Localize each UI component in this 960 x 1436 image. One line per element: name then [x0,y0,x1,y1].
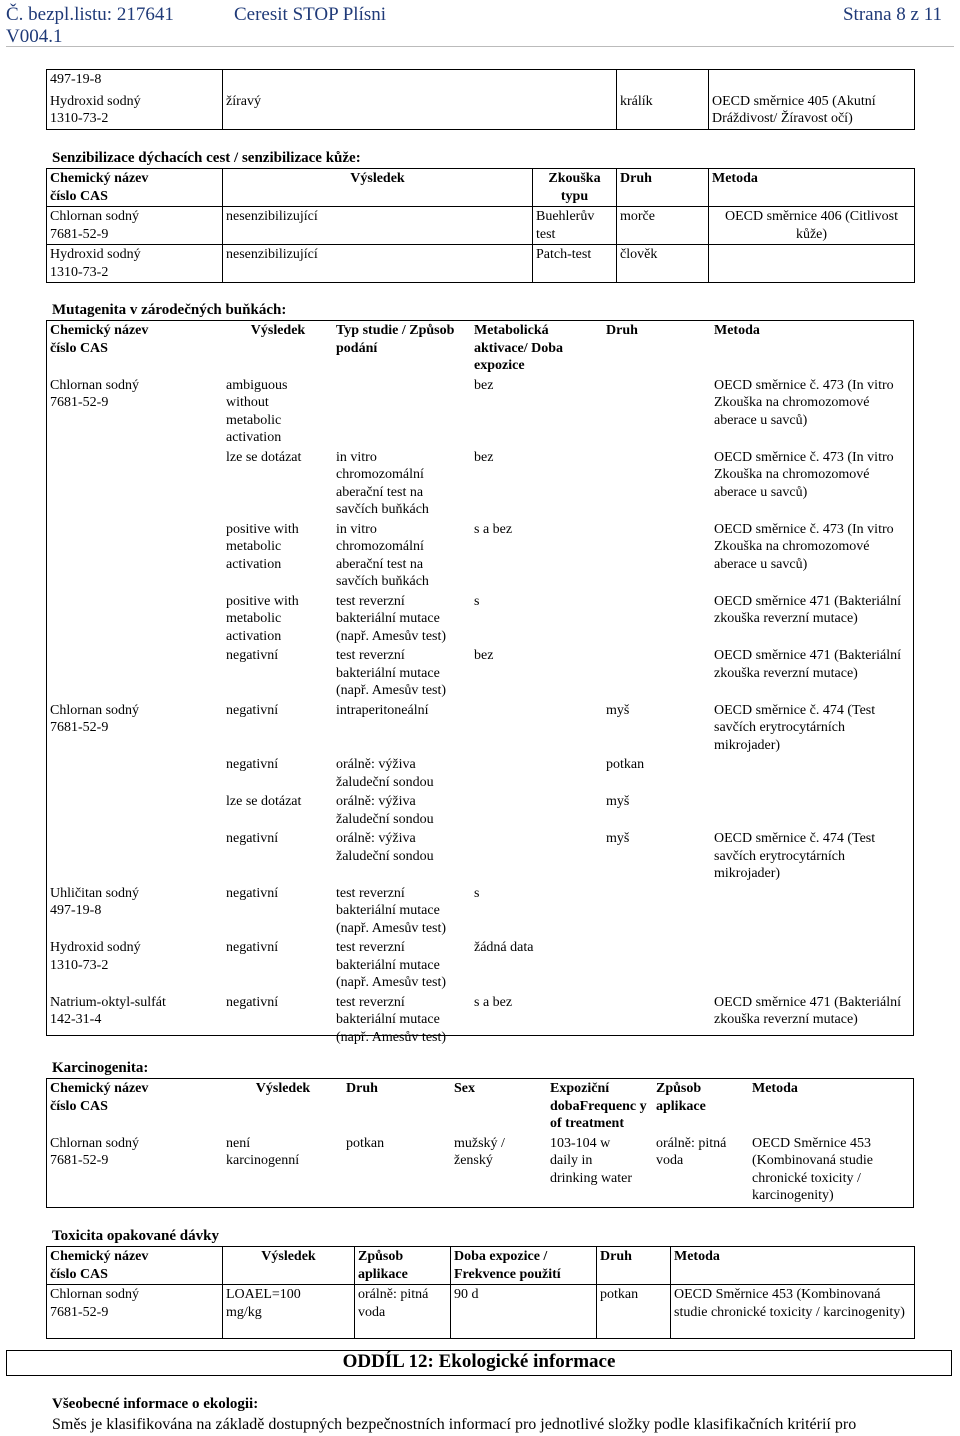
chemical-name-cell: Chlornan sodný 7681-52-9 [50,377,140,410]
method-cell: OECD směrnice 471 (Bakteriální zkouška reverzní mutace) [714,994,902,1027]
header-method: Metoda [752,1081,798,1096]
result-cell: negativní [226,831,279,846]
species-cell [603,592,711,647]
study-cell: in vitro chromozomální aberační test na savčích buňkách [336,449,429,517]
result-cell: lze se dotázat [226,449,302,465]
header-species: Druh [617,169,709,207]
repeated-toxicity-title: Toxicita opakované dávky [52,1228,219,1244]
header-chemical-name: Chemický název číslo CAS [50,323,149,356]
table-row [47,993,913,1048]
header-species: Druh [606,323,638,338]
table-header-row [47,1247,915,1285]
chemical-name-cell: Hydroxid sodný 1310-73-2 [47,92,223,130]
species-cell: potkan [597,1285,671,1339]
species-cell: myš [606,702,630,718]
species-cell: myš [606,831,630,846]
repeated-toxicity-table [46,1246,915,1339]
species-cell: člověk [617,245,709,283]
chemical-name-cell [47,829,223,884]
species-cell [617,70,709,92]
irritation-table [46,69,915,130]
species-cell [603,938,711,993]
result-cell: negativní [226,994,279,1010]
activation-cell: bez [474,648,494,663]
chemical-name-cell: Chlornan sodný 7681-52-9 [50,702,140,735]
table-row [47,938,913,993]
method-cell [711,884,913,939]
ecology-general-title: Všeobecné informace o ekologii: [52,1396,259,1412]
result-cell: ambiguous without metabolic activation [226,377,288,445]
mutagenicity-table-frame [46,320,914,1045]
header-method: Metoda [709,169,915,207]
page-number: Strana 8 z 11 [842,4,942,25]
version: V004.1 [6,26,63,47]
result-cell: žíravý [223,92,617,130]
result-cell: negativní [226,757,279,772]
species-cell [603,376,711,448]
product-name: Ceresit STOP Plísni [234,4,387,25]
carcinogenicity-table [47,1079,913,1208]
header-result: Výsledek [223,1247,355,1285]
species-cell [603,884,711,939]
header-method: Metoda [714,323,760,338]
result-cell: LOAEL=100 mg/kg [223,1285,355,1339]
activation-cell [471,829,603,884]
route-cell: orálně: pitná voda [355,1285,451,1339]
header-exposure: Expoziční dobaFrequenc y of treatment [550,1081,647,1131]
chemical-name-cell: Chlornan sodný 7681-52-9 [50,1135,140,1168]
chemical-name-cell: Natrium-oktyl-sulfát 142-31-4 [50,994,166,1027]
species-cell: potkan [346,1135,385,1151]
header-route: Způsob aplikace [656,1081,706,1114]
table-row [47,520,913,592]
study-cell: intraperitoneální [336,702,429,718]
study-cell: test reverzní bakteriální mutace (např. Amesův test) [336,940,447,990]
table-row [47,792,913,829]
method-cell: OECD směrnice č. 473 (In vitro Zkouška na chromozomové aberace u savců) [714,377,894,428]
table-row [47,207,915,245]
study-cell [333,376,471,448]
method-cell: OECD Směrnice 453 (Kombinovaná studie chronické toxicity / karcinogenity) [671,1285,915,1339]
result-cell: nesenzibilizující [223,245,533,283]
method-cell [709,70,915,92]
table-row [47,448,913,520]
header-chemical-name: Chemický název číslo CAS [47,1247,223,1285]
chemical-name-cell: Hydroxid sodný 1310-73-2 [47,245,223,283]
sheet-number: Č. bezpl.listu: 217641 [6,4,174,25]
chemical-name-cell: Chlornan sodný 7681-52-9 [47,1285,223,1339]
chemical-name-cell: Uhličitan sodný 497-19-8 [50,885,140,918]
result-cell: negativní [226,702,279,718]
method-cell [711,755,913,792]
method-cell: OECD směrnice č. 473 (In vitro Zkouška na chromozomové aberace u savců) [714,521,894,572]
table-row [47,829,913,884]
chemical-name-cell [47,592,223,647]
method-cell [711,792,913,829]
table-row [47,1285,915,1339]
table-row [47,1134,913,1208]
result-cell [223,70,617,92]
species-cell: morče [617,207,709,245]
study-cell: orálně: výživa žaludeční sondou [336,831,434,864]
method-cell: OECD směrnice 471 (Bakteriální zkouška reverzní mutace) [714,593,902,626]
sex-cell: mužský / ženský [454,1135,505,1168]
table-header-row [47,1079,913,1134]
section-12-banner [6,1350,952,1376]
method-cell: OECD směrnice 406 (Citlivost kůže) [709,207,915,245]
mutagenicity-table [47,321,913,1047]
result-cell: negativní [226,940,279,955]
species-cell [603,520,711,592]
study-cell: orálně: výživa žaludeční sondou [336,794,434,827]
header-sex: Sex [454,1081,475,1096]
result-cell: lze se dotázat [226,794,302,809]
method-cell: OECD směrnice 471 (Bakteriální zkouška reverzní mutace) [714,648,902,681]
study-cell: orálně: výživa žaludeční sondou [336,757,434,790]
exposure-cell: 103-104 w daily in drinking water [550,1135,633,1186]
activation-cell: s a bez [474,994,513,1010]
species-cell [603,448,711,520]
result-cell: nesenzibilizující [223,207,533,245]
chemical-name-cell: Hydroxid sodný 1310-73-2 [50,940,141,973]
header-route: Způsob aplikace [355,1247,451,1285]
result-cell: negativní [226,648,279,663]
table-row [47,592,913,647]
sensitization-table [46,168,915,283]
study-cell: in vitro chromozomální aberační test na savčích buňkách [336,521,429,589]
method-cell [709,245,915,283]
result-cell: positive with metabolic activation [226,521,299,572]
method-cell: OECD směrnice č. 474 (Test savčích erytrocytárních mikrojader) [714,702,876,753]
carcinogenicity-title: Karcinogenita: [52,1060,149,1076]
header-chemical-name: Chemický název číslo CAS [50,1081,149,1114]
species-cell: králík [617,92,709,130]
method-cell: OECD směrnice č. 474 (Test savčích erytrocytárních mikrojader) [714,831,876,881]
table-row [47,755,913,792]
exposure-cell: 90 d [451,1285,597,1339]
study-cell: test reverzní bakteriální mutace (např. Amesův test) [336,885,447,936]
study-cell: test reverzní bakteriální mutace (např. Amesův test) [336,648,447,698]
species-cell [603,993,711,1048]
table-row [47,92,915,130]
method-cell: OECD směrnice č. 473 (In vitro Zkouška na chromozomové aberace u savců) [714,449,894,500]
table-row [47,701,913,756]
test-type-cell: Buehlerův test [533,207,617,245]
header-activation: Metabolická aktivace/ Doba expozice [474,323,564,373]
test-type-cell: Patch-test [533,245,617,283]
result-cell: není karcinogenní [226,1135,300,1168]
header-study-type: Typ studie / Způsob podání [336,323,455,356]
header-test-type: Zkouška typu [533,169,617,207]
header-result: Výsledek [223,169,533,207]
header-chemical-name: Chemický název číslo CAS [47,169,223,207]
study-cell: test reverzní bakteriální mutace (např. Amesův test) [336,994,447,1045]
cas-cell: 497-19-8 [47,70,223,92]
table-row [47,376,913,448]
header-method: Metoda [671,1247,915,1285]
header-species: Druh [597,1247,671,1285]
header-species: Druh [346,1081,378,1096]
chemical-name-cell: Chlornan sodný 7681-52-9 [47,207,223,245]
activation-cell: žádná data [474,940,534,955]
header-exposure: Doba expozice / Frekvence použití [451,1247,597,1285]
mutagenicity-title: Mutagenita v zárodečných buňkách: [52,302,287,318]
table-row [47,646,913,701]
sensitization-title: Senzibilizace dýchacích cest / senzibilizace kůže: [52,150,361,166]
species-cell: potkan [606,757,645,772]
header-result: Výsledek [250,323,306,338]
table-row [47,884,913,939]
table-row [47,70,915,92]
method-cell [711,938,913,993]
activation-cell: s a bez [474,521,513,537]
header-result: Výsledek [255,1081,311,1096]
result-cell: negativní [226,885,279,901]
header-divider [6,46,954,47]
chemical-name-cell [47,792,223,829]
species-cell: myš [606,794,630,809]
section-12-title: ODDÍL 12: Ekologické informace [342,1351,616,1372]
chemical-name-cell [47,520,223,592]
ecology-general-text: Směs je klasifikována na základě dostupných bezpečnostních informací pro jednotlivé složky podle klasifikačních kritérií pro [52,1416,857,1433]
result-cell: positive with metabolic activation [226,593,299,644]
activation-cell: bez [474,449,494,465]
table-row [47,245,915,283]
table-header-row [47,321,913,376]
activation-cell: bez [474,377,494,393]
activation-cell [471,792,603,829]
route-cell: orálně: pitná voda [656,1135,727,1168]
species-cell [603,646,711,701]
chemical-name-cell [47,646,223,701]
page-header [0,0,960,47]
study-cell: test reverzní bakteriální mutace (např. Amesův test) [336,593,447,644]
activation-cell: s [474,593,480,609]
chemical-name-cell [47,755,223,792]
activation-cell: s [474,885,480,901]
method-cell: OECD Směrnice 453 (Kombinovaná studie chronické toxicity / karcinogenity) [752,1135,873,1203]
method-cell: OECD směrnice 405 (Akutní Dráždivost/ Žíravost očí) [709,92,915,130]
activation-cell [471,701,603,756]
table-header-row [47,169,915,207]
chemical-name-cell [47,448,223,520]
activation-cell [471,755,603,792]
carcinogenicity-table-frame [46,1078,914,1208]
